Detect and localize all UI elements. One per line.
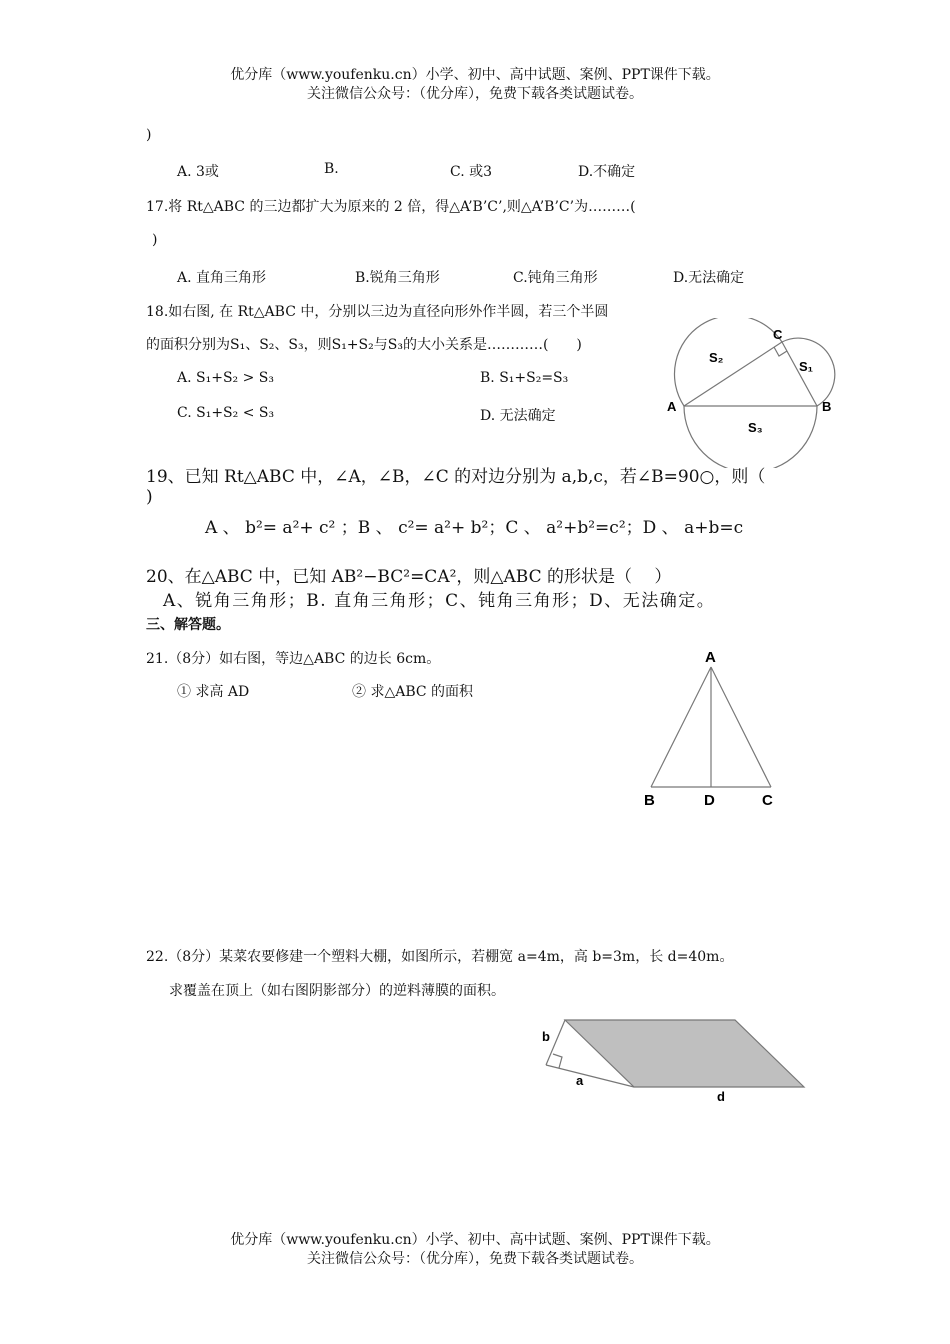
q17-tail: )	[152, 232, 158, 248]
q22-line-2: 求覆盖在顶上（如右图阴影部分）的逆料薄膜的面积。	[169, 983, 505, 999]
q21-label-d: D	[704, 792, 715, 809]
q22-label-a: a	[576, 1073, 584, 1088]
side-ab	[651, 667, 711, 787]
q16-option-c: C. 或3	[450, 164, 493, 180]
semicircle-s2	[674, 318, 782, 406]
q18-label-s2: S₂	[709, 350, 724, 365]
q17-stem: 17.将 Rt△ABC 的三边都扩大为原来的 2 倍，得△A’B’C’,则△A’B’C’为………(	[146, 199, 636, 215]
q18-semicircle-figure	[665, 318, 845, 468]
q19-stem: 19、已知 Rt△ABC 中，∠A，∠B，∠C 的对边分别为 a,b,c，若∠B=90○，则（	[146, 467, 766, 487]
q16-option-b: B.	[324, 161, 339, 177]
q18-label-b: B	[822, 399, 832, 414]
q21-label-a: A	[705, 649, 716, 666]
q17-option-c: C.钝角三角形	[513, 270, 598, 286]
q16-option-d: D.不确定	[578, 164, 636, 180]
header-line-1: 优分库（www.youfenku.cn）小学、初中、高中试题、案例、PPT课件下载。	[230, 67, 720, 83]
q18-option-d: D. 无法确定	[480, 408, 556, 424]
header-line-2: 关注微信公众号：（优分库），免费下载各类试题试卷。	[307, 86, 643, 102]
section-3-title: 三、解答题。	[146, 617, 230, 633]
q18-line-1: 18.如右图, 在 Rt△ABC 中，分别以三边为直径向形外作半圆，若三个半圆	[146, 304, 609, 320]
q18-option-b: B. S₁+S₂=S₃	[480, 370, 569, 386]
q17-option-b: B.锐角三角形	[355, 270, 440, 286]
q19-options: A 、 b²= a²+ c² ；B 、 c²= a²+ b²；C 、 a²+b²=c²；D 、 a+b=c	[205, 518, 744, 538]
footer-line-2: 关注微信公众号：（优分库），免费下载各类试题试卷。	[307, 1251, 643, 1267]
q21-part-1: ① 求高 AD	[177, 684, 250, 700]
q20-options: A、锐角三角形；B. 直角三角形；C、钝角三角形；D、无法确定。	[163, 591, 716, 611]
q17-option-d: D.无法确定	[673, 270, 745, 286]
q20-stem: 20、在△ABC 中，已知 AB²−BC²=CA²，则△ABC 的形状是（ ）	[146, 567, 672, 587]
q16-option-a: A. 3或	[177, 164, 219, 180]
q18-option-a: A. S₁+S₂ > S₃	[177, 370, 274, 386]
q21-label-b: B	[644, 792, 655, 809]
q21-stem: 21.（8分）如右图，等边△ABC 的边长 6cm。	[146, 651, 441, 667]
q22-label-b: b	[542, 1029, 550, 1044]
q18-option-c: C. S₁+S₂ < S₃	[177, 405, 275, 421]
semicircle-s3	[684, 406, 817, 468]
q22-label-d: d	[717, 1089, 725, 1104]
q22-stem: 22.（8分）某菜农要修建一个塑料大棚，如图所示，若棚宽 a=4m，高 b=3m，长 d=40m。	[146, 949, 734, 965]
q18-label-s1: S₁	[799, 359, 814, 374]
q16-tail: )	[146, 127, 152, 143]
q18-label-a: A	[667, 399, 677, 414]
q21-part-2: ② 求△ABC 的面积	[352, 684, 474, 700]
side-ac	[684, 342, 782, 406]
q21-label-c: C	[762, 792, 773, 809]
side-cb	[782, 342, 817, 406]
side-ac	[711, 667, 771, 787]
q19-tail: )	[146, 487, 153, 507]
q17-option-a: A. 直角三角形	[177, 270, 267, 286]
q18-label-c: C	[773, 327, 783, 342]
footer-line-1: 优分库（www.youfenku.cn）小学、初中、高中试题、案例、PPT课件下载。	[230, 1232, 720, 1248]
q18-line-2: 的面积分别为S₁、S₂、S₃，则S₁+S₂与S₃的大小关系是…………( )	[146, 337, 582, 353]
right-angle-marker	[553, 1054, 562, 1068]
film-shaded-area	[565, 1020, 804, 1087]
q18-label-s3: S₃	[748, 420, 763, 435]
q22-greenhouse-figure	[535, 1010, 815, 1105]
q21-triangle-figure	[640, 645, 790, 815]
